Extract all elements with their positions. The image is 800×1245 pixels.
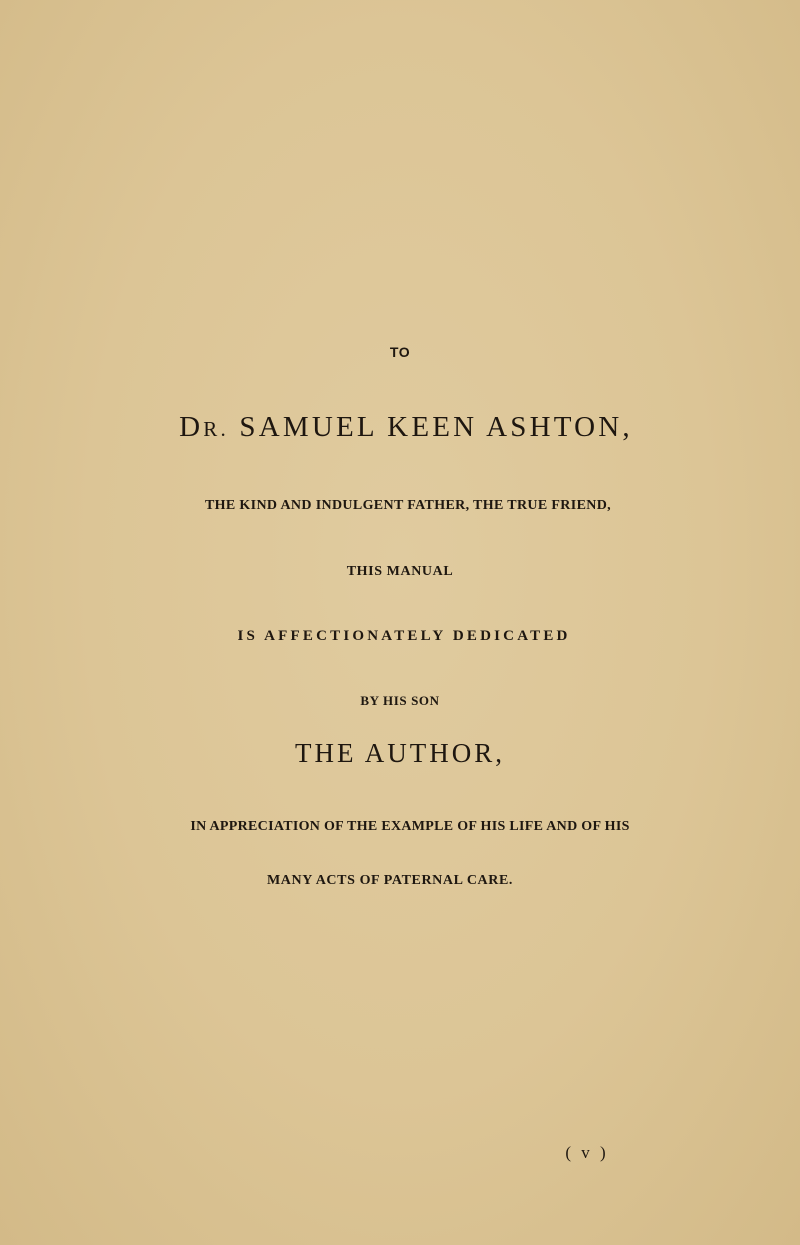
dedicated-line: IS AFFECTIONATELY DEDICATED	[237, 628, 571, 644]
dedication-to: TO	[389, 344, 411, 360]
author-line: THE AUTHOR,	[295, 738, 505, 768]
paternal-care-line: MANY ACTS OF PATERNAL CARE.	[266, 873, 514, 888]
appreciation-line: IN APPRECIATION OF THE EXAMPLE OF HIS LIFE AND OF HIS	[190, 819, 630, 834]
name-prefix-rest: R.	[203, 417, 229, 441]
name-main: SAMUEL KEEN ASHTON,	[228, 411, 633, 443]
name-prefix-initial: D	[179, 411, 204, 443]
page-number: ( v )	[565, 1143, 609, 1162]
dedicatee-name	[6, 411, 800, 444]
manual-line: THIS MANUAL	[346, 564, 454, 579]
by-son-line: BY HIS SON	[360, 693, 440, 708]
dedicatee-description: THE KIND AND INDULGENT FATHER, THE TRUE FRIEND,	[204, 498, 612, 513]
